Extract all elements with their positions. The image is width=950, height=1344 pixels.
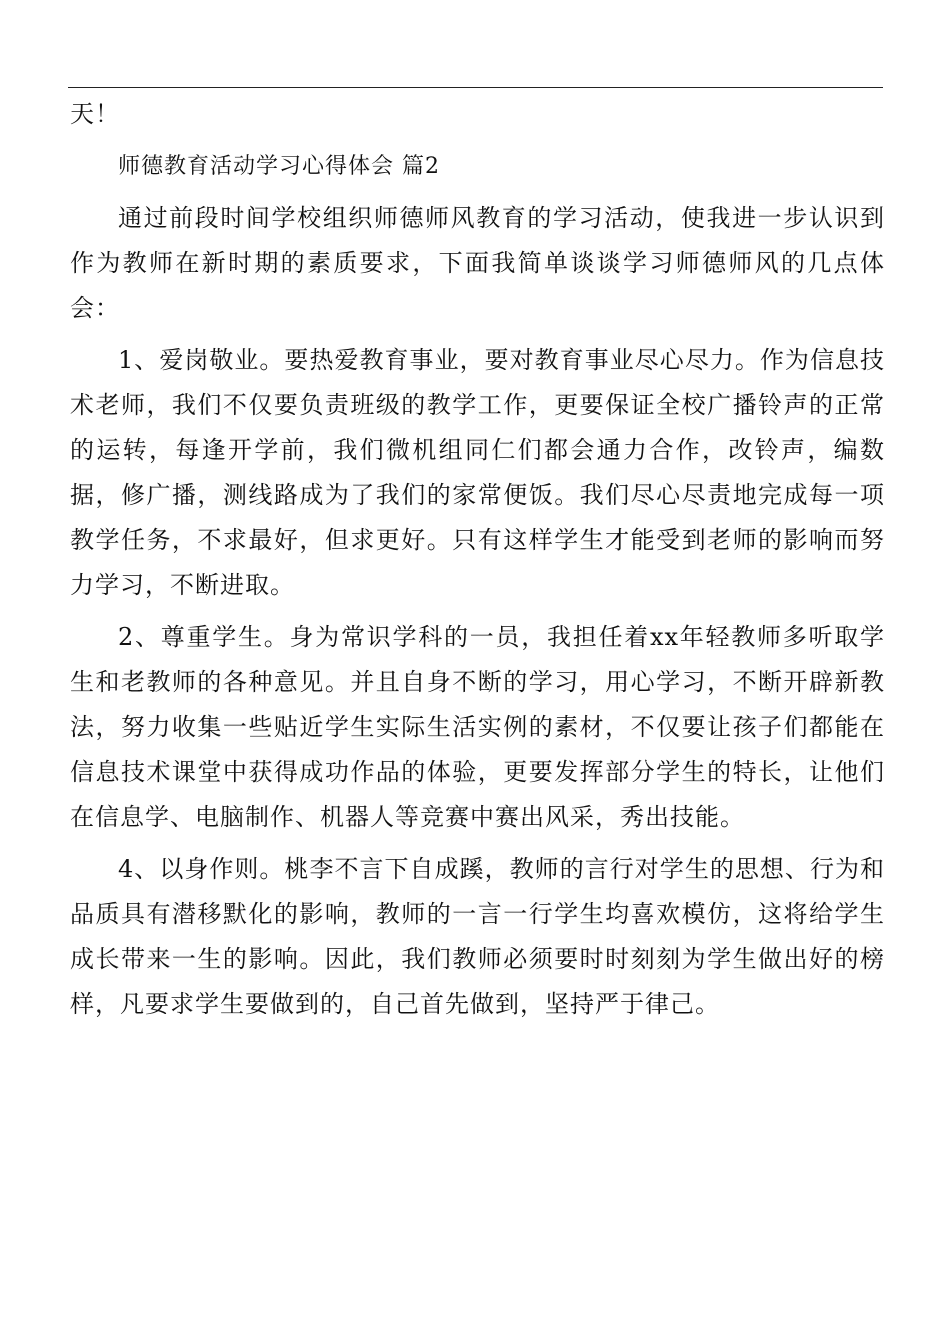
section-heading: 师德教育活动学习心得体会 篇2 — [118, 154, 440, 179]
paragraph-point-2: 2、尊重学生。身为常识学科的一员，我担任着xx年轻教师多听取学生和老教师的各种意见。并且自身不断的学习，用心学习，不断开辟新教法，努力收集一些贴近学生实际生活实例的素材，不仅要让孩子们都能在信息技术课堂中获得成功作品的体验，更要发挥部分学生的特长，让他们在信息学、电脑制作、机器人等竞赛中赛出风采，秀出技能。 — [70, 623, 885, 831]
paragraph-point-1: 1、爱岗敬业。要热爱教育事业，要对教育事业尽心尽力。作为信息技术老师，我们不仅要负责班级的教学工作，更要保证全校广播铃声的正常的运转，每逢开学前，我们微机组同仁们都会通力合作，改铃声，编数据，修广播，测线路成为了我们的家常便饭。我们尽心尽责地完成每一项教学任务，不求最好，但求更好。只有这样学生才能受到老师的影响而努力学习，不断进取。 — [70, 346, 885, 599]
paragraph-point-4: 4、以身作则。桃李不言下自成蹊，教师的言行对学生的思想、行为和品质具有潜移默化的影响，教师的一言一行学生均喜欢模仿，这将给学生成长带来一生的影响。因此，我们教师必须要时时刻刻为学生做出好的榜样，凡要求学生要做到的，自己首先做到，坚持严于律己。 — [70, 855, 885, 1018]
paragraph-intro: 通过前段时间学校组织师德师风教育的学习活动，使我进一步认识到作为教师在新时期的素质要求，下面我简单谈谈学习师德师风的几点体会： — [70, 204, 885, 322]
header-rule — [68, 87, 883, 88]
document-body — [70, 92, 885, 1034]
continuation-text: 天！ — [70, 100, 120, 128]
